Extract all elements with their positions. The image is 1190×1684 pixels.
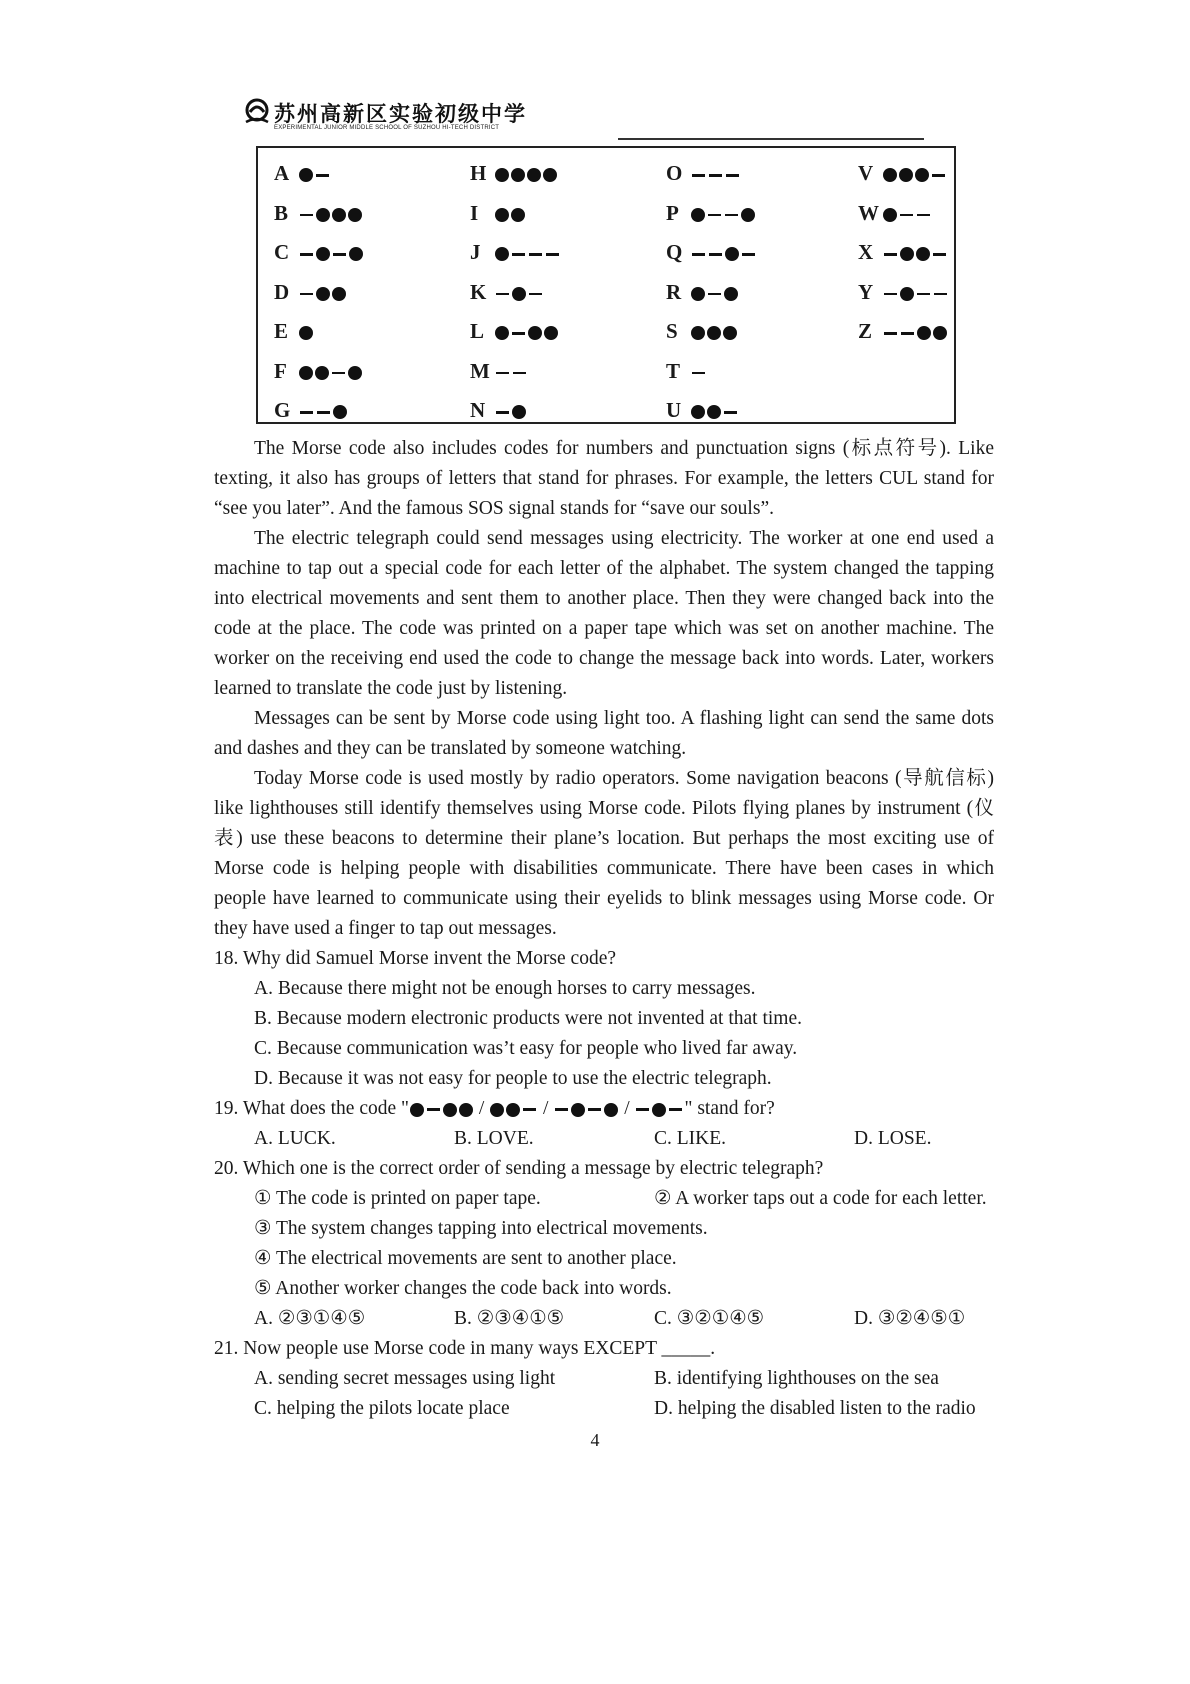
morse-letter: N: [470, 398, 486, 423]
morse-entry: [274, 352, 364, 392]
morse-dot: [707, 326, 721, 340]
morse-column-4: [858, 154, 949, 352]
question-21-option[interactable]: C. helping the pilots locate place: [254, 1398, 510, 1419]
morse-dash: [709, 174, 722, 177]
morse-entry: [666, 391, 757, 431]
morse-entry: [274, 273, 364, 313]
morse-dash: [512, 253, 525, 256]
morse-dash: [529, 253, 542, 256]
morse-entry: [666, 273, 757, 313]
morse-dash: [934, 293, 947, 296]
morse-dot: [490, 1103, 504, 1117]
morse-dot: [316, 287, 330, 301]
morse-entry: [274, 312, 364, 352]
morse-dash: [427, 1108, 440, 1111]
morse-dash: [933, 253, 946, 256]
morse-dot: [299, 326, 313, 340]
morse-entry: [274, 194, 364, 234]
morse-letter: U: [666, 398, 682, 423]
morse-dash: [709, 253, 722, 256]
morse-dot: [332, 287, 346, 301]
passage: [214, 434, 994, 944]
morse-letter: R: [666, 279, 682, 304]
morse-letter: D: [274, 279, 290, 304]
morse-dot: [495, 168, 509, 182]
morse-dash: [496, 293, 509, 296]
morse-letter: F: [274, 358, 287, 383]
morse-entry: [858, 194, 949, 234]
morse-dash: [725, 214, 738, 217]
morse-entry: [470, 194, 561, 234]
morse-dash: [708, 214, 721, 217]
morse-dot: [723, 326, 737, 340]
morse-dot: [512, 287, 526, 301]
morse-dash: [300, 253, 313, 256]
morse-dash: [523, 1108, 536, 1111]
morse-code: [298, 201, 363, 226]
morse-entry: [858, 233, 949, 273]
question-18-option[interactable]: B. Because modern electronic products were not invented at that time.: [254, 1008, 802, 1029]
morse-letter: C: [274, 240, 290, 265]
question-18-option[interactable]: A. Because there might not be enough horses to carry messages.: [254, 978, 756, 999]
morse-entry: [274, 391, 364, 431]
school-name: 苏州高新区实验初级中学: [274, 101, 527, 126]
paragraph: The Morse code also includes codes for numbers and punctuation signs (标点符号). Like texting, it also has groups of letters that stand for phrases. For example, the letters CUL stand for “see you later”. And the famous SOS signal stands for “save our souls”.: [214, 438, 994, 519]
paragraph: Today Morse code is used mostly by radio operators. Some navigation beacons (导航信标) like lighthouses still identify themselves using Morse code. Pilots flying planes by instrument (仪表) use these beacons to determine their plane’s location. But perhaps the most exciting use of Morse code is helping people with disabilities communicate. There have been cases in which people have learned to communicate using their eyelids to blink messages using Morse code. Or they have used a finger to tap out messages.: [214, 768, 994, 939]
morse-code: [494, 280, 544, 305]
morse-dot: [512, 405, 526, 419]
question-20-option[interactable]: D. ③②④⑤①: [854, 1308, 966, 1329]
morse-entry: [470, 273, 561, 313]
morse-dot: [900, 287, 914, 301]
morse-code: [494, 161, 558, 186]
morse-dash: [692, 372, 705, 375]
morse-code: [690, 161, 741, 186]
question-21-option[interactable]: A. sending secret messages using light: [254, 1368, 556, 1389]
morse-entry: [858, 273, 949, 313]
morse-dot: [299, 168, 313, 182]
question-19-option[interactable]: B. LOVE.: [454, 1128, 534, 1149]
question-20-step: ⑤ Another worker changes the code back into words.: [254, 1278, 672, 1299]
morse-dash: [555, 1108, 568, 1111]
question-18-stem: 18. Why did Samuel Morse invent the Morse code?: [214, 948, 617, 969]
morse-entry: [274, 154, 364, 194]
morse-code-table: [256, 146, 956, 424]
question-19-option[interactable]: A. LUCK.: [254, 1128, 336, 1149]
morse-dot: [543, 168, 557, 182]
morse-dash: [636, 1108, 649, 1111]
morse-dot: [883, 208, 897, 222]
morse-column-3: [666, 154, 757, 431]
morse-dot: [410, 1103, 424, 1117]
morse-dot: [348, 366, 362, 380]
morse-dash: [333, 253, 346, 256]
morse-dash: [300, 214, 313, 217]
question-19-stem: [214, 1094, 775, 1124]
morse-code: [494, 201, 526, 226]
morse-dot: [707, 405, 721, 419]
morse-dot: [316, 208, 330, 222]
morse-code: [690, 319, 738, 344]
morse-dot: [443, 1103, 457, 1117]
morse-entry: [666, 194, 757, 234]
morse-dot: [652, 1103, 666, 1117]
morse-dash: [692, 174, 705, 177]
morse-dash: [300, 411, 313, 414]
morse-letter: M: [470, 358, 490, 383]
morse-entry: [858, 312, 949, 352]
question-20-option[interactable]: C. ③②①④⑤: [654, 1308, 765, 1329]
morse-letter: T: [666, 358, 681, 383]
morse-dot: [741, 208, 755, 222]
morse-separator: /: [619, 1098, 635, 1119]
question-21-stem: 21. Now people use Morse code in many ways EXCEPT _____.: [214, 1338, 716, 1359]
morse-code: [690, 240, 757, 265]
morse-dot: [332, 208, 346, 222]
morse-code: [690, 398, 739, 423]
morse-letter: K: [470, 279, 487, 304]
morse-dash: [726, 174, 739, 177]
morse-dot: [933, 326, 947, 340]
morse-code: [298, 359, 363, 384]
morse-code: [298, 161, 331, 186]
morse-dash: [332, 372, 345, 375]
morse-letter: P: [666, 200, 679, 225]
morse-dot: [691, 326, 705, 340]
morse-entry: [470, 154, 561, 194]
morse-dash: [917, 214, 930, 217]
morse-dash: [513, 372, 526, 375]
school-header: [244, 98, 924, 140]
morse-dash: [316, 174, 329, 177]
morse-letter: V: [858, 161, 874, 186]
morse-dot: [691, 208, 705, 222]
morse-letter: X: [858, 240, 874, 265]
morse-code: [882, 161, 947, 186]
morse-dash: [512, 332, 525, 335]
morse-dot: [506, 1103, 520, 1117]
morse-dot: [333, 405, 347, 419]
morse-entry: [666, 312, 757, 352]
morse-letter: S: [666, 319, 678, 344]
paragraph: The electric telegraph could send messages using electricity. The worker at one end used a machine to tap out a special code for each letter of the alphabet. The system changed the tapping into electrical movements and sent them to another place. Then they were changed back into the code at the place. The code was printed on a paper tape which was set on another machine. The worker on the receiving end used the code to change the message back into words. Later, workers learned to translate the code just by listening.: [214, 528, 994, 699]
question-20-step: ③ The system changes tapping into electrical movements.: [254, 1218, 708, 1239]
morse-separator: /: [538, 1098, 554, 1119]
morse-code: [494, 398, 527, 423]
morse-dot: [691, 405, 705, 419]
morse-dot: [299, 366, 313, 380]
morse-dot: [527, 168, 541, 182]
morse-letter: H: [470, 161, 487, 186]
morse-dot: [349, 247, 363, 261]
morse-code: [298, 240, 364, 265]
morse-code: [690, 359, 707, 384]
morse-entry: [470, 391, 561, 431]
question-21-option[interactable]: D. helping the disabled listen to the radio: [654, 1398, 976, 1419]
morse-code: [882, 240, 948, 265]
morse-letter: Z: [858, 319, 873, 344]
morse-dash: [300, 293, 313, 296]
question-18-option[interactable]: D. Because it was not easy for people to use the electric telegraph.: [254, 1068, 772, 1089]
morse-dash: [917, 293, 930, 296]
morse-entry: [470, 312, 561, 352]
morse-letter: A: [274, 161, 290, 186]
morse-dot: [725, 247, 739, 261]
morse-dot: [571, 1103, 585, 1117]
morse-letter: O: [666, 161, 683, 186]
morse-dot: [917, 326, 931, 340]
morse-dash: [742, 253, 755, 256]
morse-letter: I: [470, 200, 479, 225]
morse-dash: [529, 293, 542, 296]
morse-entry: [470, 233, 561, 273]
morse-dash: [317, 411, 330, 414]
morse-dash: [546, 253, 559, 256]
question-20-stem: 20. Which one is the correct order of sending a message by electric telegraph?: [214, 1158, 824, 1179]
morse-code: [882, 280, 949, 305]
morse-letter: W: [858, 200, 879, 225]
question-20-step: ④ The electrical movements are sent to another place.: [254, 1248, 677, 1269]
morse-letter: L: [470, 319, 485, 344]
morse-separator: /: [473, 1098, 490, 1119]
morse-dash: [496, 411, 509, 414]
morse-dash: [884, 253, 897, 256]
morse-dot: [883, 168, 897, 182]
morse-dash: [900, 214, 913, 217]
morse-dash: [692, 253, 705, 256]
morse-letter: J: [470, 240, 481, 265]
morse-code: [690, 201, 756, 226]
morse-code: [298, 280, 347, 305]
morse-letter: Q: [666, 240, 683, 265]
morse-dot: [899, 168, 913, 182]
morse-dot: [348, 208, 362, 222]
school-logo-icon: [244, 98, 270, 126]
morse-column-1: [274, 154, 364, 431]
morse-entry: [666, 352, 757, 392]
morse-code: [494, 359, 528, 384]
morse-entry: [858, 154, 949, 194]
question-18-option[interactable]: C. Because communication was’t easy for people who lived far away.: [254, 1038, 798, 1059]
morse-code: [298, 319, 314, 344]
morse-dot: [604, 1103, 618, 1117]
morse-dash: [588, 1108, 601, 1111]
morse-dash: [901, 332, 914, 335]
question-20-option[interactable]: B. ②③④①⑤: [454, 1308, 565, 1329]
page-number: 4: [590, 1430, 600, 1450]
morse-dash: [708, 293, 721, 296]
morse-letter: G: [274, 398, 291, 423]
question-19-prefix: 19. What does the code ": [214, 1098, 409, 1119]
morse-dot: [511, 168, 525, 182]
morse-dot: [900, 247, 914, 261]
morse-code: [882, 201, 932, 226]
morse-entry: [470, 352, 561, 392]
morse-code: [494, 319, 559, 344]
question-19-option[interactable]: D. LOSE.: [854, 1128, 932, 1149]
morse-dot: [459, 1103, 473, 1117]
morse-dot: [691, 287, 705, 301]
morse-entry: [666, 233, 757, 273]
morse-dot: [528, 326, 542, 340]
morse-code: [690, 280, 739, 305]
morse-code: [882, 319, 948, 344]
morse-dot: [316, 247, 330, 261]
morse-dash: [496, 372, 509, 375]
question-19-morse-code: [409, 1098, 685, 1119]
morse-dash: [669, 1108, 682, 1111]
question-20-step: ① The code is printed on paper tape.: [254, 1188, 541, 1209]
morse-dash: [932, 174, 945, 177]
morse-entry: [274, 233, 364, 273]
morse-letter: Y: [858, 279, 874, 304]
question-19-suffix: " stand for?: [684, 1098, 775, 1119]
morse-dot: [495, 247, 509, 261]
morse-dot: [724, 287, 738, 301]
school-subtitle: EXPERIMENTAL JUNIOR MIDDLE SCHOOL OF SUZHOU HI-TECH DISTRICT: [274, 125, 500, 131]
morse-dot: [916, 247, 930, 261]
morse-dot: [544, 326, 558, 340]
morse-dash: [884, 332, 897, 335]
header-rule: [618, 138, 924, 140]
question-21-option[interactable]: B. identifying lighthouses on the sea: [654, 1368, 939, 1389]
morse-dot: [915, 168, 929, 182]
morse-column-2: [470, 154, 561, 431]
question-20-option[interactable]: A. ②③①④⑤: [254, 1308, 366, 1329]
question-20-step: ② A worker taps out a code for each letter.: [654, 1188, 987, 1209]
morse-code: [298, 398, 348, 423]
morse-letter: E: [274, 319, 289, 344]
morse-dot: [495, 208, 509, 222]
morse-dash: [724, 411, 737, 414]
morse-entry: [666, 154, 757, 194]
morse-dot: [315, 366, 329, 380]
question-19-option[interactable]: C. LIKE.: [654, 1128, 727, 1149]
morse-letter: B: [274, 200, 289, 225]
morse-dash: [884, 293, 897, 296]
paragraph: Messages can be sent by Morse code using light too. A flashing light can send the same dots and dashes and they can be translated by someone watching.: [214, 708, 994, 759]
morse-code: [494, 240, 561, 265]
morse-dot: [495, 326, 509, 340]
morse-dot: [511, 208, 525, 222]
